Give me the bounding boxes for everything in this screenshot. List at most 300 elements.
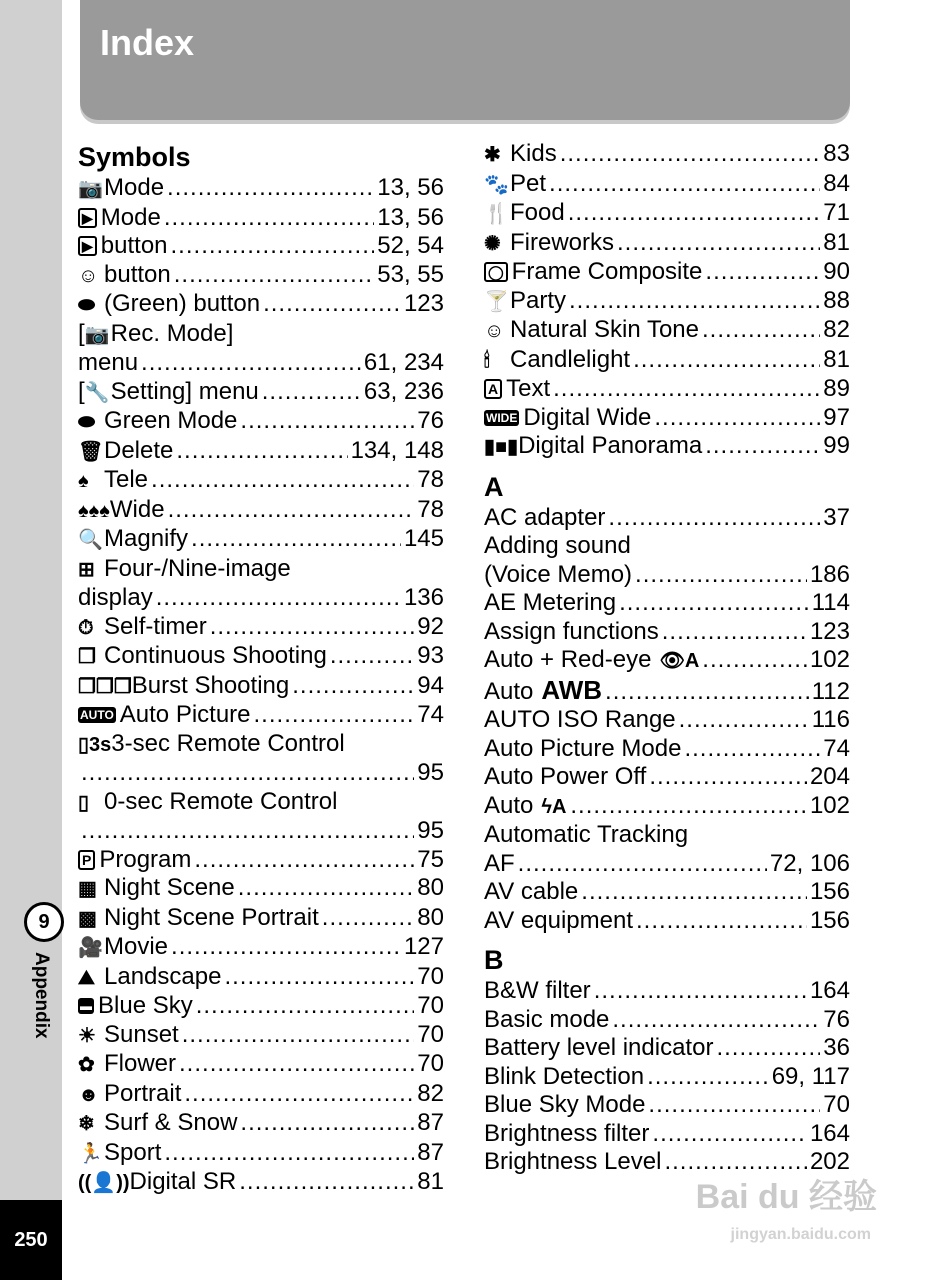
index-entry (78, 232, 444, 261)
entry-label (78, 407, 237, 437)
entry-label (78, 320, 233, 350)
chapter-label: Appendix (31, 952, 52, 1039)
chapter-number-badge: 9 (24, 902, 64, 942)
entry-label (484, 170, 546, 200)
wide-trees-icon: ♠♠♠ (78, 499, 110, 522)
pet-icon: 🐾 (484, 173, 509, 196)
entry-label (484, 375, 550, 404)
entry-text: Mode (104, 174, 165, 201)
dot-leader (164, 204, 374, 233)
index-entry (484, 1063, 850, 1092)
index-entry (484, 589, 850, 618)
dot-leader (705, 432, 820, 461)
page-reference: 80 (417, 874, 444, 901)
entry-text: Digital Wide (523, 403, 652, 431)
page-reference: 92 (417, 612, 444, 640)
entry-label (78, 1109, 237, 1139)
page-reference: 84 (823, 169, 850, 197)
blue-sky-icon: ▬ (80, 999, 92, 1013)
page-reference: 83 (823, 140, 850, 167)
index-entry (78, 1109, 444, 1139)
entry-text: AF (484, 849, 515, 877)
playback-icon: ▶ (78, 236, 97, 256)
entry-text: Wide (109, 495, 165, 523)
entry-label (78, 788, 337, 818)
page-reference: 74 (417, 701, 444, 728)
fireworks-icon: ✺ (484, 232, 501, 255)
remote-3s-icon: ▯3s (78, 733, 112, 756)
page-reference: 74 (823, 734, 850, 762)
entry-label (484, 589, 616, 618)
watermark-logo: Bai du 经验 (695, 1178, 877, 1216)
entry-text: Landscape (104, 962, 222, 990)
entry-label (78, 555, 291, 585)
page-reference: 94 (417, 671, 444, 699)
movie-icon: 🎥 (78, 937, 103, 959)
index-entry (78, 290, 444, 320)
entry-text: Natural Skin Tone (510, 316, 699, 343)
entry-label (484, 618, 659, 647)
camera-icon: 📷 (84, 323, 110, 346)
page-reference: 13, 56 (377, 174, 444, 201)
entry-text: Brightness Level (484, 1148, 662, 1175)
entry-text: Self-timer (104, 612, 207, 640)
section-heading: Symbols (78, 142, 191, 172)
index-entry (78, 466, 444, 496)
entry-label (484, 1063, 644, 1092)
dot-leader (322, 904, 415, 933)
dot-leader (263, 290, 401, 319)
surf-snow-icon: ❄ (78, 1113, 95, 1135)
entry-label (484, 1120, 649, 1149)
page-reference: 186 (809, 560, 850, 588)
dot-leader (171, 933, 401, 962)
index-entry (78, 701, 444, 730)
index-entry (484, 977, 850, 1006)
section-heading: B (484, 945, 504, 975)
entry-label (484, 878, 578, 907)
index-entry (78, 992, 444, 1021)
entry-text: Auto Picture (119, 701, 251, 728)
page-reference: 102 (809, 646, 850, 673)
index-entry (78, 1021, 444, 1051)
dot-leader (196, 992, 415, 1021)
entry-label (484, 532, 631, 561)
index-entry (78, 904, 444, 934)
index-entry (78, 642, 444, 672)
page-reference: 87 (417, 1138, 444, 1166)
page-reference: 78 (417, 495, 444, 523)
awb-icon: AWB (541, 674, 603, 705)
index-column-left (78, 140, 444, 1198)
index-entry (78, 204, 444, 233)
entry-text: Auto Power Off (484, 763, 647, 790)
index-entry (484, 1120, 850, 1149)
dot-leader (151, 466, 414, 495)
entry-text: Mode (100, 203, 161, 231)
side-tab-strip (0, 0, 62, 1280)
entry-label (484, 907, 633, 936)
page-reference: 102 (809, 791, 850, 819)
text-mode-icon: A (484, 379, 502, 399)
dot-leader (716, 1034, 820, 1063)
entry-label (78, 1139, 161, 1169)
entry-text: AV cable (484, 878, 579, 905)
landscape-icon: ⛰ (78, 966, 95, 989)
dot-leader (210, 613, 415, 642)
natural-skin-tone-icon: ☺ (484, 320, 505, 342)
entry-text: Flower (104, 1050, 177, 1077)
entry-label (484, 763, 646, 792)
dot-leader (292, 672, 414, 701)
entry-label (78, 874, 235, 904)
index-entry-continued (484, 532, 850, 561)
entry-text: Blue Sky (98, 992, 193, 1019)
entry-label (78, 261, 171, 291)
index-entry (78, 874, 444, 904)
entry-text: Battery level indicator (484, 1034, 714, 1061)
entry-text: button (100, 232, 168, 259)
index-entry (484, 763, 850, 792)
entry-text: display (78, 584, 153, 611)
index-entry (78, 613, 444, 643)
food-icon: 🍴 (484, 203, 509, 225)
index-entry-continued (484, 821, 850, 850)
page-reference: 13, 56 (377, 203, 444, 231)
entry-text: Night Scene (104, 874, 235, 901)
page-reference: 95 (417, 759, 444, 786)
page-reference: 80 (417, 903, 444, 931)
page-reference: 52, 54 (377, 232, 444, 259)
dot-leader (649, 763, 807, 792)
entry-label (484, 258, 702, 287)
index-entry (484, 676, 850, 707)
entry-text: Portrait (104, 1079, 182, 1107)
entry-text: 3-sec Remote Control (111, 729, 345, 757)
kids-icon: ✱ (484, 144, 501, 166)
index-entry (484, 140, 850, 170)
page-reference: 136 (403, 584, 444, 611)
page-reference: 99 (823, 432, 850, 459)
page-reference: 53, 55 (377, 260, 444, 288)
index-entry (78, 261, 444, 291)
dot-leader (518, 850, 767, 879)
entry-text: Basic mode (484, 1005, 610, 1033)
index-entry (484, 1006, 850, 1035)
party-icon: 🍸 (484, 290, 509, 313)
page-reference: 164 (809, 1119, 850, 1147)
index-entry (484, 504, 850, 533)
page-reference: 81 (417, 1168, 444, 1195)
entry-text: Auto (484, 791, 534, 819)
page-reference: 78 (417, 466, 444, 493)
dot-leader (594, 977, 807, 1006)
entry-text: Party (510, 286, 567, 314)
page-reference: 90 (823, 258, 850, 285)
dot-leader (702, 316, 820, 345)
dot-leader (560, 140, 821, 169)
page-reference: 69, 117 (771, 1062, 850, 1090)
index-entry (484, 229, 850, 259)
index-entry (484, 878, 850, 907)
entry-text: Digital Panorama (518, 432, 703, 459)
page-reference: 70 (417, 992, 444, 1019)
entry-text: Fireworks (510, 228, 615, 256)
dot-leader (171, 232, 375, 261)
trash-icon: 🗑 (78, 440, 104, 463)
night-portrait-icon: ▩ (78, 907, 97, 930)
index-entry (484, 170, 850, 200)
index-entry (484, 432, 850, 462)
entry-label (78, 701, 251, 730)
entry-label (78, 232, 168, 261)
entry-label (78, 437, 173, 467)
page-reference: 156 (809, 906, 850, 934)
entry-label (78, 642, 327, 672)
dot-leader (184, 1080, 414, 1109)
index-entry (484, 646, 850, 676)
dot-leader (164, 1139, 414, 1168)
entry-label (484, 561, 632, 590)
index-entry (78, 174, 444, 204)
index-entry (78, 437, 444, 467)
index-entry-continued (78, 320, 444, 350)
page-reference: 82 (417, 1079, 444, 1107)
dot-leader (240, 407, 414, 436)
index-entry (78, 672, 444, 702)
entry-text: (Green) button (104, 290, 261, 317)
dot-leader (581, 878, 807, 907)
entry-text: Assign functions (484, 617, 659, 645)
entry-label (484, 821, 688, 850)
section-heading: A (484, 471, 504, 502)
entry-label (78, 1080, 181, 1110)
digital-wide-icon: WIDE (486, 410, 518, 425)
page-reference: 63, 236 (363, 377, 444, 405)
page-reference: 71 (823, 199, 850, 226)
dot-leader (330, 642, 414, 671)
entry-text: Blink Detection (484, 1062, 645, 1090)
entry-text: Tele (104, 466, 149, 493)
entry-text: Green Mode (104, 407, 238, 434)
page-reference: 112 (811, 677, 850, 705)
entry-text: Blue Sky Mode (484, 1091, 646, 1118)
entry-label (484, 706, 676, 735)
index-entry (78, 963, 444, 993)
playback-icon: ▶ (78, 208, 97, 228)
dot-leader (635, 561, 807, 590)
entry-label (484, 199, 565, 229)
magnify-icon: 🔍 (78, 529, 103, 551)
entry-label (78, 992, 193, 1021)
dot-leader (662, 618, 807, 647)
entry-label (484, 977, 591, 1006)
entry-label (484, 140, 557, 170)
dot-leader (141, 349, 361, 378)
dot-leader (633, 346, 820, 375)
entry-text: Food (510, 199, 565, 226)
dot-leader (553, 375, 820, 404)
dot-leader (182, 1021, 415, 1050)
page-reference: 37 (823, 503, 850, 531)
index-entry (484, 287, 850, 317)
entry-label (484, 1148, 661, 1177)
entry-text: B&W filter (484, 977, 591, 1004)
page-reference: 145 (403, 525, 444, 552)
page-reference: 156 (809, 878, 850, 905)
entry-text: Candlelight (510, 345, 631, 373)
entry-label (78, 378, 259, 408)
entry-label (78, 349, 138, 378)
entry-label (78, 1021, 179, 1051)
page-reference: 61, 234 (363, 349, 444, 376)
entry-text: Frame Composite (511, 258, 703, 285)
dot-leader (605, 678, 809, 707)
green-button-icon: ⬬ (78, 294, 96, 316)
entry-text: Setting] menu (110, 377, 259, 405)
dot-leader (647, 1063, 769, 1092)
page-reference: 164 (809, 977, 850, 1004)
page-reference: 114 (811, 589, 850, 616)
page-reference: 88 (823, 286, 850, 314)
entry-label (484, 287, 566, 317)
index-entry (78, 378, 444, 408)
entry-text: Brightness filter (484, 1119, 650, 1147)
entry-text: Digital SR (129, 1168, 237, 1195)
portrait-icon: ☻ (78, 1083, 100, 1106)
page-reference: 72, 106 (769, 849, 850, 877)
self-timer-icon: ⏱ (78, 616, 94, 639)
entry-label (484, 792, 567, 822)
dot-leader (240, 1109, 414, 1138)
red-eye-icon: 👁A (659, 650, 700, 672)
dot-leader (705, 258, 820, 287)
entry-label (484, 1006, 609, 1035)
index-entry (484, 346, 850, 376)
entry-label (78, 496, 165, 526)
index-entry (484, 792, 850, 822)
flash-auto-icon: ϟA (541, 795, 567, 818)
entry-text: (Voice Memo) (484, 560, 633, 588)
index-column-right (484, 140, 850, 1177)
index-entry (78, 407, 444, 437)
index-entry (78, 1168, 444, 1198)
frame-composite-icon: ◯ (484, 262, 508, 282)
entry-text: Burst Shooting (131, 671, 290, 699)
dot-leader (254, 701, 415, 730)
dot-leader (648, 1091, 820, 1120)
page-reference: 95 (417, 817, 444, 844)
index-entry (78, 1050, 444, 1080)
bracket: [ (78, 319, 85, 347)
index-entry-continued (78, 555, 444, 585)
face-recognition-icon: ☺ (78, 264, 99, 287)
page-reference: 81 (823, 228, 850, 256)
entry-label (78, 584, 153, 613)
dot-leader (619, 589, 809, 618)
index-entry (78, 759, 444, 788)
page-number: 250 (0, 1200, 62, 1280)
page-reference: 127 (403, 933, 444, 960)
entry-text: Auto Picture Mode (484, 734, 682, 762)
index-entry (78, 933, 444, 963)
dot-leader (612, 1006, 820, 1035)
entry-text: AC adapter (484, 503, 606, 531)
remote-0s-icon: ▯ (78, 791, 90, 814)
sport-icon: 🏃 (78, 1142, 103, 1165)
entry-label (484, 1034, 713, 1063)
entry-text: Magnify (104, 525, 189, 552)
entry-text: Continuous Shooting (104, 642, 327, 669)
continuous-shooting-icon: ❐ (78, 646, 96, 668)
entry-text: Text (506, 375, 551, 402)
index-entry (484, 907, 850, 936)
page-reference: 70 (417, 1020, 444, 1048)
index-entry (78, 817, 444, 846)
dot-leader (570, 792, 807, 821)
page-reference: 89 (823, 375, 850, 402)
entry-text: Delete (104, 436, 174, 464)
index-entry (484, 850, 850, 879)
index-entry (484, 258, 850, 287)
entry-label (78, 525, 188, 555)
index-entry (484, 1034, 850, 1063)
page-reference: 36 (823, 1034, 850, 1061)
program-icon: P (78, 850, 95, 870)
grid-icon: ⊞ (78, 558, 95, 581)
dot-leader (179, 1050, 414, 1079)
index-entry (78, 1139, 444, 1169)
dot-leader (167, 174, 374, 203)
sunset-icon: ☀ (78, 1024, 96, 1047)
entry-text: Pet (510, 169, 547, 197)
dot-leader (679, 706, 809, 735)
dot-leader (569, 287, 820, 316)
index-entry (484, 375, 850, 404)
camera-icon: 📷 (78, 178, 103, 200)
entry-label (78, 466, 148, 496)
entry-text: Movie (104, 933, 169, 960)
entry-text: Kids (510, 140, 557, 167)
entry-text: Four-/Nine-image (104, 554, 291, 582)
green-button-icon: ⬬ (78, 411, 96, 433)
index-entry (484, 561, 850, 590)
page-reference: 81 (823, 345, 850, 373)
index-entry (484, 404, 850, 433)
entry-label (484, 404, 651, 433)
index-header (80, 0, 850, 120)
entry-label (484, 735, 681, 764)
page-reference: 87 (417, 1109, 444, 1136)
entry-label (484, 432, 702, 462)
index-entry (78, 496, 444, 526)
entry-label (78, 730, 345, 760)
index-entry (484, 1091, 850, 1120)
entry-label (484, 850, 515, 879)
page-reference: 134, 148 (350, 436, 444, 464)
dot-leader (654, 404, 820, 433)
index-entry-continued (78, 730, 444, 760)
page-reference: 202 (809, 1148, 850, 1175)
entry-label (78, 672, 289, 702)
index-entry (484, 706, 850, 735)
digital-sr-icon: ((👤)) (78, 1172, 130, 1194)
page-reference: 93 (417, 642, 444, 669)
entry-label (484, 646, 699, 676)
index-entry (484, 618, 850, 647)
index-entry (78, 525, 444, 555)
index-entry (78, 1080, 444, 1110)
